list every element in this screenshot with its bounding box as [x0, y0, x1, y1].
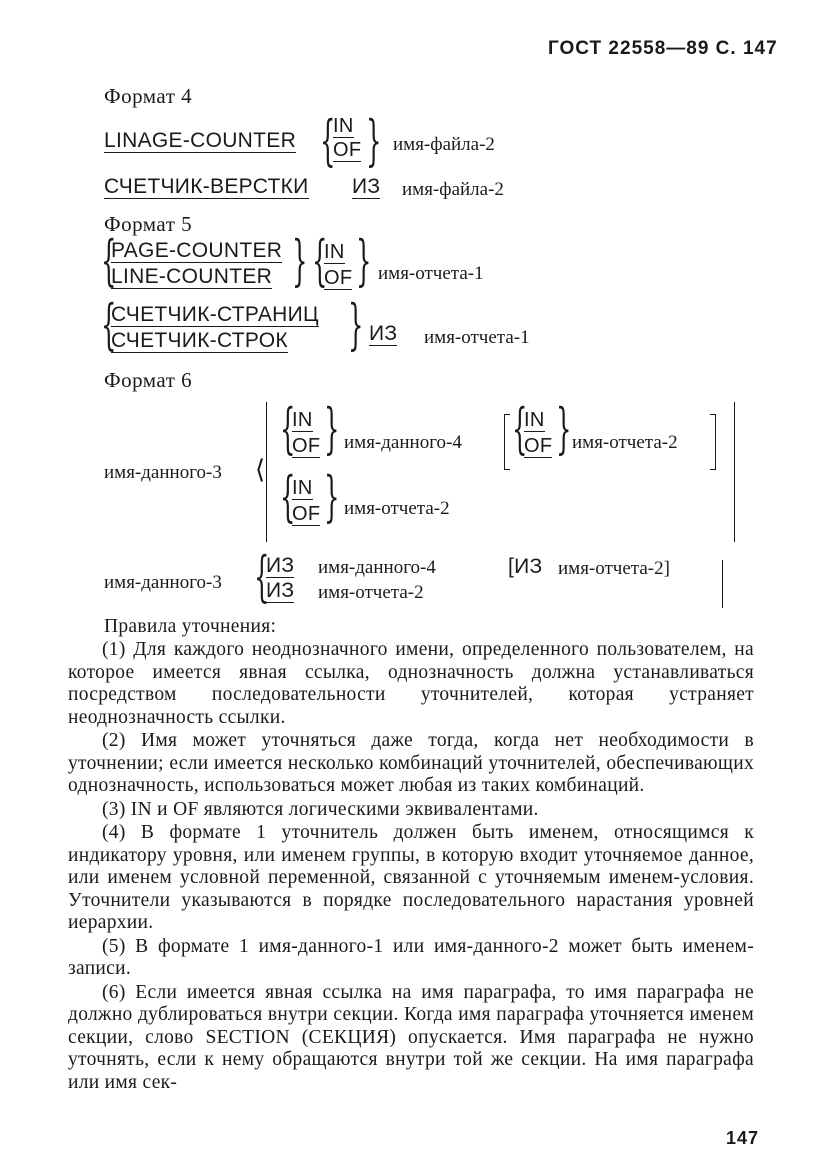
file-name: имя-файла-2	[393, 134, 495, 155]
keyword-iz: ИЗ	[266, 554, 295, 577]
right-brace: }	[292, 229, 308, 292]
right-brace: }	[348, 293, 364, 356]
rule-item: (4) В формате 1 уточнитель должен быть именем, относящимся к индикатору уровня, или именем группы, в которую входит уточняемое данное, или именем условной переменной, связанной с уточняемым именем-условия. Уточнители указываются в порядке последовательного нарастания уровней иерархии.	[68, 822, 754, 933]
rule-item: (2) Имя может уточняться даже тогда, когда нет необходимости в уточнении; если имеется несколько комбинаций уточнителей, обеспечивающих однозначность, использоваться может любая из таких комбинаций.	[68, 730, 754, 796]
left-brace: {	[512, 397, 528, 460]
data-name-3: имя-данного-3	[104, 462, 222, 483]
rule-item: (3) IN и OF являются логическими эквивалентами.	[102, 798, 539, 820]
right-brace: }	[366, 109, 382, 172]
report-name: имя-отчета-1	[424, 327, 530, 348]
file-name: имя-файла-2	[402, 179, 504, 200]
big-right-brace	[734, 402, 735, 542]
keyword-linage-counter: LINAGE-COUNTER	[104, 129, 297, 152]
format-6-title: Формат 6	[104, 368, 193, 392]
left-bracket	[504, 414, 510, 470]
rule-item: (1) Для каждого неоднозначного имени, определенного пользователем, на которое имеется явная ссылка, однозначность должна устанавливаться посредством последовательности уточнителей, которая устраняет неоднозначность ссылки.	[68, 639, 754, 728]
left-brace: {	[280, 465, 296, 528]
keyword-iz: ИЗ	[266, 579, 295, 602]
keyword-page-counter: PAGE-COUNTER	[111, 239, 283, 262]
report-name: имя-отчета-2	[572, 432, 678, 453]
right-brace: }	[324, 397, 340, 460]
left-brace: {	[280, 397, 296, 460]
report-name: имя-отчета-2	[318, 582, 424, 603]
left-brace: {	[101, 293, 117, 356]
big-left-brace-tip: ⟨	[255, 455, 266, 484]
format-5-title: Формат 5	[104, 212, 193, 236]
right-brace: }	[556, 397, 572, 460]
option-of: OF	[324, 267, 353, 289]
report-name: имя-отчета-2	[344, 498, 450, 519]
option-in: IN	[324, 241, 345, 263]
option-in: IN	[524, 409, 545, 431]
data-name-4: имя-данного-4	[344, 432, 462, 453]
right-brace-line	[722, 560, 723, 608]
data-name-3-ru: имя-данного-3	[104, 572, 222, 593]
keyword-schetchik-strok: СЧЕТЧИК-СТРОК	[111, 329, 288, 352]
keyword-iz: ИЗ	[352, 175, 381, 198]
option-in: IN	[333, 115, 354, 137]
rule-item: (5) В формате 1 имя-данного-1 или имя-данного-2 может быть именем-записи.	[68, 935, 754, 979]
option-of: OF	[292, 435, 321, 457]
rule-item: (6) Если имеется явная ссылка на имя параграфа, то имя параграфа не должно дублироваться внутри секции. Когда имя параграфа уточняется именем секции, слово SECTION (СЕКЦИЯ) опускается. Имя параграфа не нужно уточнять, если к нему обращаются внутри той же секции. На имя параграфа или имя сек-	[68, 981, 754, 1093]
left-brace: {	[320, 109, 336, 172]
keyword-schetchik-stranits: СЧЕТЧИК-СТРАНИЦ	[111, 303, 319, 326]
keyword-schetchik-verstki: СЧЕТЧИК-ВЕРСТКИ	[104, 175, 309, 198]
option-in: IN	[292, 409, 313, 431]
left-brace: {	[254, 545, 270, 608]
option-of: OF	[292, 503, 321, 525]
rules-list	[68, 639, 754, 1095]
right-bracket	[710, 414, 716, 470]
right-brace: }	[356, 229, 372, 292]
page-header: ГОСТ 22558—89 С. 147	[548, 38, 778, 59]
data-name-4: имя-данного-4	[318, 557, 436, 578]
optional-report-name: имя-отчета-2]	[558, 558, 670, 579]
keyword-iz: ИЗ	[369, 322, 398, 345]
option-of: OF	[333, 139, 362, 161]
right-brace: }	[324, 465, 340, 528]
page-number: 147	[726, 1128, 760, 1148]
report-name: имя-отчета-1	[378, 263, 484, 284]
option-of: OF	[524, 435, 553, 457]
keyword-line-counter: LINE-COUNTER	[111, 265, 273, 288]
option-in: IN	[292, 477, 313, 499]
left-brace: {	[312, 229, 328, 292]
left-brace: {	[101, 229, 117, 292]
format-4-title: Формат 4	[104, 84, 193, 108]
rules-heading: Правила уточнения:	[104, 616, 277, 637]
optional-iz: [ИЗ	[508, 555, 543, 578]
big-left-brace	[266, 402, 267, 542]
